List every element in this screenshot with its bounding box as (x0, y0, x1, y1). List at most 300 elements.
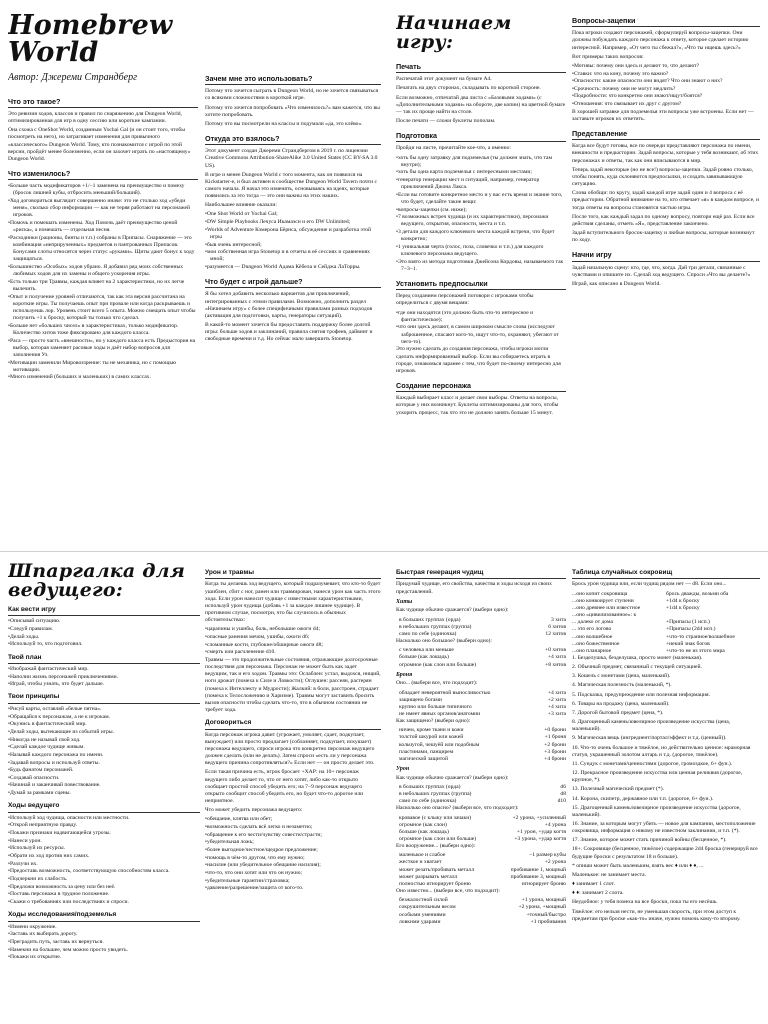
treasure-condition: ...оно древнее или известное (572, 604, 641, 611)
section-heading: Быстрая генерация чудищ (396, 569, 566, 579)
bullet-item: • Задавай вопросы и используй ответы. (8, 760, 200, 767)
bullet-item: • One Shot World от Yochai Gal; (205, 211, 381, 218)
bottom-col-2-content (205, 569, 381, 892)
stat-value: +1 урон, +удар когтя (516, 828, 566, 835)
bullet-item: • Окунись в фантастический мир. (8, 721, 200, 728)
bullet-item: • Описывай ситуацию. (8, 618, 200, 625)
stat-row (396, 859, 566, 866)
section-title-start: Начинаем игру: (396, 12, 512, 53)
stat-row (396, 742, 566, 749)
stat-value: +8 хитов (545, 661, 566, 668)
bullet-item: • опасные ранения мечом, ушибы, ожоги d6; (205, 634, 381, 641)
bullet-list (396, 155, 566, 274)
paragraph: Что может убедить персонажа ведущего: (205, 807, 303, 814)
stat-value: d8 (560, 791, 566, 798)
stat-label: защищено богами (399, 696, 442, 703)
paragraph: Перед созданием персонажей поговори с игроками чтобы определиться с двумя вещами: (396, 293, 534, 307)
treasure-condition: ...оно копит сокровища (572, 590, 628, 597)
paragraph: Потому что хочется сыграть в Dungeon World, но не хочется связываться со всякими сложностями в короткой игре. (205, 88, 379, 102)
stat-label: в небольших группах (группа) (399, 623, 472, 630)
bullet-item: • 7 возможных встреч чудища (и их характеристики), персонажи ведущего, открытия, опасности, места и т.п. (396, 214, 566, 228)
stat-row (396, 829, 566, 836)
section-heading: Ходы исследования/подземелья (8, 911, 200, 921)
bullet-item: • Никогда не называй свой ход. (8, 737, 200, 744)
treasure-entry: 13. Полезный магический предмет (*). (572, 786, 664, 793)
bottom-col-2 (205, 556, 381, 1024)
stat-value: +4 урона (544, 821, 566, 828)
stat-label: в больших группах (орда) (399, 783, 461, 790)
bullet-item: • Создавай опасности. (8, 775, 200, 782)
bullet-item: • Преградить путь, заставь их вернуться. (8, 939, 200, 946)
bullet-item: • Делай ходы, вытекающие из событий игры. (8, 729, 200, 736)
section-heading: Таблица случайных сокровищ (572, 569, 760, 579)
bullet-item: • Называй каждого персонажа по имени. (8, 752, 200, 759)
paragraph: Как чудище обычно сражается? (выбери одно): (396, 774, 509, 781)
stat-row (396, 697, 566, 704)
top-col-1 (8, 0, 198, 548)
bullet-item: • Предложи возможность за цену или без неё. (8, 884, 200, 891)
bullet-item: • Предоставь возможность, соответствующую способностям класса. (8, 868, 200, 875)
bullet-item: • Опасности: какие опасности они видят? Что они знают о них? (572, 78, 760, 85)
treasure-condition: ... это его логово (572, 626, 612, 633)
bullet-item: • Это взято из метода подготовки Джейсона Кордовы, называемого так 7−3−1. (396, 259, 566, 273)
stat-label: в больших группах (орда) (399, 616, 461, 623)
bullet-list (205, 626, 381, 656)
section-heading: Зачем мне это использовать? (205, 74, 381, 85)
stat-label: обладает невероятной выносливостью (399, 689, 491, 696)
bullet-item: • мои собственная игра Stonetop и в отчеты в её сессиях и сравнениях мной; (205, 249, 381, 263)
bullet-list (8, 815, 200, 906)
section-heading: Твои принципы (8, 693, 200, 703)
footnote: Неудобное: у тебя помеха на все броски, пока ты его несёшь. (572, 899, 718, 906)
stat-value: +3 брони (544, 748, 566, 755)
treasure-effect: +Припасы (2d4 исп.) (666, 626, 716, 633)
bullet-item: • вопросы-зацепки (см. ниже); (396, 207, 566, 214)
section-heading: Ходы ведущего (8, 802, 200, 812)
bullet-list (396, 310, 566, 346)
bullet-item: • Используй то, что подготовил. (8, 641, 200, 648)
paragraph: Оно... (выбери все, что подходит): (396, 680, 478, 687)
section-heading: Вопросы-зацепки (572, 16, 760, 27)
bullet-list (205, 816, 381, 892)
bullet-item: • возможность сделать всё легко и незаметно; (205, 824, 381, 831)
paragraph: В хорошей затравке для подземелья эти вопросы уже встроены. Если нет — заставьте игроков их ответить. (572, 108, 754, 122)
paragraph: Я бы хотел добавить несколько вариантов для приключений, интегрированных с этими правилами. Возможно, дополнить раздел «Начинаем игру» с более специфичными правилами разных подходов (активация для подготовки, карты, генераторы ситуаций). (205, 291, 373, 319)
stat-value: +2 хита (547, 696, 566, 703)
stat-value: 12 хитов (545, 630, 566, 637)
bullet-item: • Открой неприятную правду. (8, 822, 200, 829)
bullet-item: • 3 детали для каждого ключевого места каждой встречи, что будет конкретно; (396, 229, 566, 243)
stat-value: +3 хита (547, 710, 566, 717)
stat-label: ловкими ударами (399, 918, 441, 925)
bullet-item: • Наполни жизнь персонажей приключениями. (8, 674, 200, 681)
bullet-item: • Используй их ресурсы. (8, 845, 200, 852)
bullet-item: • смерть или расчленение d10. (205, 649, 381, 656)
bullet-item: • помощь в чём-то другом, что ему нужно; (205, 855, 381, 862)
stat-value: +4 хита (547, 703, 566, 710)
bullet-list (8, 618, 200, 648)
stat-row (396, 662, 566, 669)
stat-label: больше (как лошадь) (399, 828, 449, 835)
bullet-item: • Ход договориться выглядит совершенно иначе: это не столько ход «убеди меня», сколько сбор информации — как не теряя работают на персонажей игроков. (8, 198, 198, 219)
bottom-col-1-content (8, 606, 200, 961)
paragraph: Когда персонаж игрока давит (угрожает, умоляет, сдает, подкупает, вынуждает) или просто предлагает (соблазняет, подкупает, искушает) персонажа ведущего, спроси игрока что конкретно персонаж ведущего должен сделать (или не делать). Затем спроси «есть ли у персонажа ведущего причина сопротивляться?» Если нет — он просто делает это. (205, 731, 375, 767)
stat-value: +2 урона, +мощный (518, 904, 566, 911)
treasure-effect: +Припасы (1 исп.) (666, 619, 710, 626)
paragraph: Наибольшее влияние оказали: (205, 202, 277, 209)
section-heading: Печать (396, 62, 566, 73)
stat-label: жесткое и хватает (399, 859, 442, 866)
stat-label: ничем, кроме ткани и кожи (399, 727, 464, 734)
bullet-item: • Делай ходы. (8, 634, 200, 641)
bullet-item: • Следуй правилам. (8, 626, 200, 633)
paragraph: После того, как каждый задал по одному вопросу, повтори ещё раз. Если все действия сделаны, отметь «Я», представление закончено. (572, 213, 755, 227)
stat-row (396, 904, 566, 911)
bullet-list (8, 183, 198, 381)
paragraph: Это ревизия ходов, классов и правил по снаряжению для Dungeon World, оптимизированная для игр в одну сессию или короткие кампании. (8, 111, 182, 125)
paragraph: Каждый выбирает класс и делает свои выборы. Ответы на вопросы, которые у них возникнут. Буклеты оптимизированы для того, чтобы ускорить процесс, так что это не должно занять больше 15 минут. (396, 395, 559, 416)
stat-label: не имеет явных органов/анатомии (399, 710, 481, 717)
bullet-item: • Больше нет «больших чисел» в характеристиках, только модификатор. Количество хитов тоже фиксировано для каждого класса. (8, 323, 198, 337)
stat-value: +1 пробивания (530, 918, 566, 925)
treasure-entry: 4. Магическая полезность (маленький, *). (572, 682, 672, 689)
bullet-item: • Заставь их выбирать дорогу. (8, 931, 200, 938)
bullet-list (572, 63, 760, 108)
stat-value: игнорирует броню (521, 880, 566, 887)
section-heading: Представление (572, 129, 760, 140)
bullet-item: • что-то, что они хотят или что он нужно; (205, 870, 381, 877)
stat-value: пробивание 3, мощный (510, 873, 566, 880)
bullet-item: • Отношения: что связывает их друг с другом? (572, 101, 760, 108)
paragraph: Теперь задай некоторые (но не все!) вопросы-зацепки. Задай ровно столько, чтобы понять, куда склоняются предпосылки, и создать завязывающую ситуацию. (572, 166, 754, 188)
bullet-item: • Разлучи их. (8, 861, 200, 868)
treasure-mod-row (572, 605, 760, 612)
page-bottom (0, 556, 768, 1024)
treasure-condition: ...оно божественное (572, 640, 620, 647)
bullet-item: • Думай за рамками сцены. (8, 790, 200, 797)
treasure-entry: 8. Драгоценный камень/ювелирное произведение искусства (цена, маленький). (572, 719, 731, 733)
subsection-heading: Урон (396, 766, 410, 773)
bullet-item: • Ставки: что на кону, почему это важно? (572, 71, 760, 78)
bottom-col-4 (572, 556, 760, 1024)
paragraph: Когда все будут готовы, все по очереди представляют персонажа по имени, внешности и предыстории. Задай вопросы, которые у тебя возникают, об этих персонажах и ответы, так как они вписываются в мир. (572, 143, 759, 164)
bullet-item: • что они здесь делают, в самом широком смысле слова (исследуют заброшенное, спасают кого-то, ищут что-то, охраняют, убегают от чего-то). (396, 324, 566, 345)
treasure-entry: 12. Прекрасное произведение искусства или ценная реликвия (дорогое, крупное, *). (572, 770, 743, 784)
section-heading: Что изменилось? (8, 169, 198, 180)
section-heading: Создание персонажа (396, 381, 566, 392)
footnote: ♦ ♦: занимает 2 слота. (572, 890, 624, 897)
bullet-item: • DW Simple Playbooks Лечуса Икамаэсн и его DW Unlimited; (205, 219, 381, 226)
stat-label: с человека или меньше (399, 647, 454, 654)
bullet-list (8, 706, 200, 797)
paragraph: Оно известно... (выбери все, что подходит): (396, 888, 500, 895)
paragraph: В игре и менее Dungeon World с того момента, как он появился на Kickstarter-е, и был активен в сообществе Dungeon World Tavern почти с самого начала. Я начал это изменять, основываясь на идеях, которые появились за это тогда — это они важны на этих наших. (205, 171, 377, 200)
footnote: * опиши может быть маленьким, взять вес ♦ или ♦ ♦, ... (572, 862, 704, 869)
stat-value: +0 хитов (545, 647, 566, 654)
top-col-2 (205, 0, 381, 548)
stat-row (396, 784, 566, 791)
treasure-entry: 5. Подсказка, предупреждение или полезная информация. (572, 691, 710, 698)
bottom-col-3-content (396, 569, 566, 926)
stat-value: +4 хита (547, 654, 566, 661)
treasure-entry: 7. Дорогой бытовой предмет (цена, *). (572, 709, 664, 716)
stat-label: может разрывать металл (399, 873, 458, 880)
stat-label: больше (как лошадь) (399, 654, 449, 661)
bullet-item: • Изображай фантастический мир. (8, 666, 200, 673)
bullet-item: • генератор генерации мест и ситуаций, например, генератор приключений Джона Лакса. (396, 177, 566, 191)
bullet-item: • Скажи о требованиях или последствиях и спроси. (8, 899, 200, 906)
paragraph: Как защищено? (выбери одно): (396, 718, 471, 725)
stat-row (396, 756, 566, 763)
treasure-effect: +что-то не из этого мира (666, 647, 725, 654)
stat-row (396, 912, 566, 919)
treasure-entry: 3. Кошель с монетами (цена, маленький). (572, 673, 671, 680)
paragraph: Придумай чудище, его свойства, качества и ходы исходя из своих представлений. (396, 581, 552, 595)
stat-row (396, 822, 566, 829)
stat-value: +4 брони (544, 755, 566, 762)
treasure-mod-row (572, 626, 760, 633)
treasure-entry: 18+. Сокровище (бесценное, тяжёлое) содержащие 2d4 броска (генерируй все будущие броски с результатом 18 и больше). (572, 846, 758, 860)
bullet-item: • Намекни на большее, чем можно просто увидеть. (8, 947, 200, 954)
stat-label: крупно или больше типичного (399, 703, 472, 710)
paragraph: Она схожа с OneShot World, созданным Yochai Gal (и он стоит того, чтобы посмотреть на него), но затрагивает изменения для привычного «классического» Dungeon World. Тому, кто познакомится с игрой по этой версии, пройдёт менее болезненно, если он захочет играть по «настоящему» Dungeon World. (8, 127, 191, 162)
bullet-item: • обещание, клятва или обет; (205, 816, 381, 823)
stat-value: −1 размер кубы (529, 852, 566, 859)
treasure-condition: ...оно «цивилизованное»: к (572, 612, 637, 619)
bottom-col-3 (396, 556, 566, 1024)
paragraph: После печати — сложи буклеты пополам. (396, 118, 496, 124)
section-heading: Подготовка (396, 131, 566, 142)
paragraph: Потому что хочется попробовать «Что изменилось?» вам кажется, что вы хотите попробовать. (205, 104, 380, 118)
paragraph: Пройди на листе, прочитайте кое-что, а именно: (396, 145, 511, 152)
treasure-mod-row (572, 634, 760, 641)
bullet-item: • Будь фанатом персонажей. (8, 767, 200, 774)
stat-row (396, 874, 566, 881)
bullet-item: • Сделай каждое чудище живым. (8, 744, 200, 751)
bullet-item: • Подробности: что конкретно они знают/ищут/боятся? (572, 93, 760, 100)
bullet-item: • давление/разрешение/защита от кого-то. (205, 885, 381, 892)
stat-label: огромное (как слон) (399, 821, 447, 828)
stat-label: сокрушительным весом (399, 904, 456, 911)
stat-row (396, 852, 566, 859)
treasure-entry: 17. Знание, которое может стать причиной войны (бесценное, *). (572, 837, 727, 844)
top-col-2-content (205, 74, 381, 344)
paragraph: Когда ты делаешь ход ведущего, который подразумевает, что кто-то будет ушиблен, сбит с ног, ранен или травмирован, нанеси урон как часть этого хода. Если урон наносит чудище с известными характеристиками, используй урон чудища (добавь +1 за каждое лишнее чудище). В противном случае, посмотри, что бы случилось в обычных обстоятельствах: (205, 581, 381, 624)
top-col-4-content (572, 16, 760, 288)
bullet-item: • Нанеси урон. (8, 838, 200, 845)
bullet-item: • Раса — просто часть «внешности», но у каждого класса есть Предыстория на выбор, которая заменяет расовые ходы и даёт набор вопросов для заполнения Уз. (8, 338, 198, 359)
treasure-entry: 1. Безделушка, безделушка, просто монет (маленькая). (572, 655, 703, 661)
bullet-item: • Рисуй карты, оставляй «белые пятна». (8, 706, 200, 713)
bullet-item: • обращение к его чести/чувству совести/страсти; (205, 832, 381, 839)
paragraph: Как чудище обычно сражается? (выбери одно): (396, 607, 509, 614)
bullet-item: • Мотивации заменили Мировоззрение: ты не механика, но с помощью мотивации. (8, 360, 198, 374)
treasure-effect: +некий знак богов (666, 640, 710, 647)
treasure-entry: 2. Обычный предмет, связанный с текущей ситуацией. (572, 664, 702, 671)
paragraph: В какой-то момент хочется бы предоставить поддержку более долгой игры: больше ходов и заклинаний, правила снятия трофеев, дайвинг и свободные времени и т.д. Но сейчас мало завершить Stonetop. (205, 322, 373, 343)
stat-label: само по себе (одиночка) (399, 798, 457, 805)
footnote: Тяжёлое: его нельзя нести, не уменьшая скорость, при этом доступ к предметам при броске «как-то» иначе, нужно помочь кому-то второму. (572, 908, 741, 922)
bullet-item: • царапины и ушибы, боль, небольшие ожоги d4; (205, 626, 381, 633)
stat-value: +2 брони (544, 741, 566, 748)
subsection-heading: Хиты (396, 598, 413, 605)
stat-value: +4 хита (547, 689, 566, 696)
bullet-item: • Если вы готовите конкретное место и у вас есть время и знание того, что будет, сделайте такие вещи: (396, 192, 566, 206)
stat-row (396, 654, 566, 661)
stat-label: толстой шкурой или кожей (399, 734, 464, 741)
bullet-item: • Много изменений (больших и маленьких) в самих классах. (8, 374, 198, 381)
paragraph: Насколько оно большое? (выбери одно): (396, 638, 492, 645)
stat-value: d6 (560, 783, 566, 790)
paragraph: Задай вступительного бросок-зацепку и любые вопросы, которые возникнут по ходу. (572, 230, 755, 244)
section-heading: Что это такое? (8, 97, 198, 108)
stat-row (396, 919, 566, 926)
paragraph: Слова обобщи: по кругу, задай каждой игре задай один и 4 вопроса с её предыстории. Обратной внимание на то, кто отвечает «я» в каждом вопросе, и тогда ответы на вопросы становятся частью игры. (572, 190, 759, 211)
paragraph: Это нужно сделать до создания персонажа, чтобы игроки могли сделать информированный выбор. Если вы собираетесь играть в городе, ознакомься заранее с тем, что будет по-своему интересно для игроков. (396, 346, 561, 374)
section-heading: Откуда это взялось? (205, 134, 381, 145)
bullet-item: • Используй ход чудища, опасности или местности. (8, 815, 200, 822)
bullet-item: • насилие (или убедительное обещание насилия); (205, 862, 381, 869)
paragraph: Пока игроки создают персонажей, сформулируй вопросы-зацепки. Они должны побуждать каждого персонажа к ответу, которое сделает историю интересной. Например, «От чего ты сбежал?», «Что ты ищешь здесь?» (572, 30, 749, 51)
stat-value: d10 (557, 798, 566, 805)
bullet-item: • Играй, чтобы узнать, что будет дальше. (8, 681, 200, 688)
section-heading: Договориться (205, 719, 381, 729)
footnote: ♦ занимает 1 слот. (572, 881, 615, 888)
stat-value: +3 урона, +удар когтя (514, 835, 566, 842)
stat-value: +1 урона, мощный (521, 897, 566, 904)
section-heading: Что будет с игрой дальше? (205, 277, 381, 288)
stat-value: +1 броня (544, 734, 566, 741)
stat-value: 3 хита (551, 616, 566, 623)
bullet-list (8, 666, 200, 688)
stat-label: может резать/пробивать металл (399, 866, 475, 873)
treasure-effect: +1d4 к броску (666, 597, 700, 604)
stat-row (396, 815, 566, 822)
paragraph: Печатать на двух сторонах, складывать по короткой стороне. (396, 85, 541, 92)
stat-row (396, 867, 566, 874)
treasure-mod-row (572, 641, 760, 648)
treasure-mod-row (572, 591, 760, 598)
stat-label: пластинами, панцирем (399, 748, 454, 755)
treasure-entry: 6. Товары на продажу (цена, маленький). (572, 700, 670, 707)
document-title: Homebrew World (8, 10, 173, 68)
bottom-col-1 (8, 556, 200, 1024)
treasure-entry: 15. Драгоценный камень/ювелирное произведение искусства (дорогое, маленький). (572, 804, 741, 818)
bullet-item: • Больше часть модификаторов +1/−1 заменена на преимущество и помеху (бросок лишней кубы, отбросить меньший/больший). (8, 183, 198, 197)
stat-row (396, 690, 566, 697)
bullet-item: • Большинство «Особых» ходов убрано. Я добавил ряд моих собственных любимых ходов для их замены и общего ускорения игры. (8, 264, 198, 278)
bullet-item: • разумеется — Dungeon World Адама Кёбела и Сейджа ЛаТорры. (205, 264, 381, 271)
section-heading: Установить предпосылки (396, 279, 566, 290)
stat-row (396, 631, 566, 638)
bullet-item: • Подчеркни их слабость. (8, 876, 200, 883)
paragraph: Этот документ создан Джереми Страндбергом в 2019 г. по лицензии Creative Commons Attribution-ShareAlike 3.0 United States (CC BY-SA 3.0 US). (205, 148, 378, 169)
paragraph: Если возможно, отпечатай два листа с «Базовыми ходами» (с «Дополнительными ходами» на обороте, две копии) на цветной бумаге — так их проще найти на столе. (396, 94, 566, 115)
treasure-mod-row (572, 648, 760, 655)
paragraph: Его вооружение... (выбери одно): (396, 843, 476, 850)
section-heading: Начни игру (572, 250, 760, 261)
bullet-item: • Начинай и заканчивай повествование. (8, 782, 200, 789)
bullet-item: • Обрати их ход против них самих. (8, 853, 200, 860)
stat-value: +точный/быстро (526, 911, 566, 918)
stat-label: магической защитой (399, 755, 448, 762)
stat-row (396, 881, 566, 888)
bullet-item: • 1 уникальная черта (голос, поза, словечко и т.п.) для каждого ключевого персонажа ведущего. (396, 244, 566, 258)
bullet-item: • более выгодное/честное/щедрое предложение; (205, 847, 381, 854)
treasure-effect: брось дважды, возьми оба (666, 590, 729, 597)
stat-label: кровавое (с клыку или зачаки) (399, 814, 472, 821)
treasure-entry: 10. Что-то очень большое и тяжёлое, но действительно ценное: мраморная статуя, украшенный золотом алтарь и т.д. (дорогое, тяжёлое). (572, 744, 751, 758)
section-heading: Урон и травмы (205, 569, 381, 579)
bottom-col-4-content (572, 569, 760, 923)
paragraph: Распечатай этот документ на бумаге А4. (396, 76, 492, 83)
bullet-item: • где они находятся (это должно быть что-то интересное и фантастическое); (396, 310, 566, 324)
stat-row (396, 704, 566, 711)
footnote: Маленькое: не занимает места. (572, 871, 646, 878)
top-col-3-content (396, 62, 566, 417)
bullet-item: • убедительные гарантии/страховка; (205, 878, 381, 885)
treasure-effect: +1d4 к броску (666, 604, 700, 611)
stat-row (396, 749, 566, 756)
stat-value: 6 хитов (548, 623, 566, 630)
bullet-item: • Срочность: почему они не могут медлить? (572, 86, 760, 93)
paragraph: Вот примеры таких вопросов: (572, 53, 644, 60)
stat-value: +2 урона (544, 859, 566, 866)
bullet-item: • Покажи их открытие. (8, 954, 200, 961)
cheatsheet-title: Шпаргалка для ведущего: (8, 560, 186, 601)
treasure-condition: ... далеко от дома (572, 619, 613, 626)
treasure-entry: 11. Сундук с монетами/ценностями (дорогое, громоздкое, 6+ фун.). (572, 760, 733, 767)
treasure-condition: ...оно волшебное (572, 633, 613, 640)
bullet-item: • Worlds of Adventure Кэмерона Бёрнса, обсуждение и разработка этой игры (205, 227, 381, 241)
bullet-item: • Мотивы: почему они здесь и делают то, что делают? (572, 63, 760, 70)
treasure-entry: 16. Знание, за которым могут убить — новое для кампании, местоположение сокровища, информация о никому не известном заклинании, и т.п. (*). (572, 820, 756, 835)
treasure-condition: ...оно планарное (572, 647, 612, 654)
paragraph: Играй, как описано в Dungeon World. (572, 280, 661, 287)
stat-label: огромное (как слон или больше) (399, 661, 477, 668)
bullet-item: • Опыт и получение уровней отличаются, так как эта версия рассчитана на короткие игры. Ты получаешь опыт при провале или когда раскрываешь и используешь лор. Уровень стоит всего 5 опыта. Можно смещать опыт чтобы получить +1 к броску, который ты только что сделал. (8, 294, 198, 323)
treasure-entry: 14. Корона, скипетр, державное или т.п. (дорогое, 6+ фун.). (572, 795, 714, 802)
stat-label: безжалостной силой (399, 897, 448, 904)
section-heading: Твой план (8, 654, 200, 664)
section-heading: Как вести игру (8, 606, 200, 616)
stat-label: само по себе (одиночка) (399, 630, 457, 637)
stat-label: огромное (как слон или больше) (399, 835, 477, 842)
bullet-item: • хоть бы одна карта подземелья с интересными местами; (396, 169, 566, 176)
top-col-4 (572, 0, 760, 548)
bullet-list (205, 211, 381, 271)
treasure-mod-row (572, 598, 760, 605)
stat-label: в небольших группах (группа) (399, 791, 472, 798)
top-col-1-content (8, 97, 198, 382)
paragraph: Брось урон чудища или, если чудищ рядом нет — d8. Если оно... (572, 581, 727, 588)
paragraph: Травмы — это продолжительные состояния, отражающие долгосрочные последствия для персонажа. Персонаж не может быть как задет ведущим, так и его ходом. Травмы это: Ослаблен: устал, выдохся, нищий, ноги дрожат (помеха к Силе и Ловкости); Оглушен: рассеян, растерян (помеха к Интеллекту и Мудрости); Жалкий: в боли, расстроен, страдает (помеха к Телосложению и Харизме). Травмы могут заставить бросить вызов опасности чтобы сделать что-то, что в обычном состоянии не требует хода. (205, 657, 381, 714)
bullet-item: • Расходники (рационы, бинты и т.п.) собраны в Припасы. Снаряжение — это комбинация «неприрученных» предметов и пантрованных Припасов. Бонусами слоты относятся через статус «руками». Щиты дают бонус к ходу защищаться. (8, 235, 198, 264)
bullet-item: • Обращайся к персонажам, а не к игрокам. (8, 714, 200, 721)
bullet-item: • хоть бы одну затравку для подземелья (ты должен знать, что там внутри); (396, 155, 566, 169)
stat-row (396, 624, 566, 631)
page-divider (0, 551, 768, 552)
treasure-condition: ...оно конвоирует ступени (572, 597, 634, 604)
paragraph: Насколько оно опасно? (выбери все, что подходит): (396, 805, 519, 812)
treasure-entry: 9. Магическая вещь (ингредиент/портал/эффект и т.д. (ценный)). (572, 735, 727, 742)
bullet-item: • Помочь и помешать изменены. Ход Помочь даёт преимущество ценой «риска», а помешать — отдельная песня. (8, 220, 198, 234)
stat-value: пробивание 1, мощный (510, 866, 566, 873)
bullet-item: • Поставь персонажа в трудное положение. (8, 891, 200, 898)
stat-value: +0 брони (544, 727, 566, 734)
document-author: Автор: Джереми Страндберг (8, 72, 137, 83)
bullet-list (8, 924, 200, 962)
